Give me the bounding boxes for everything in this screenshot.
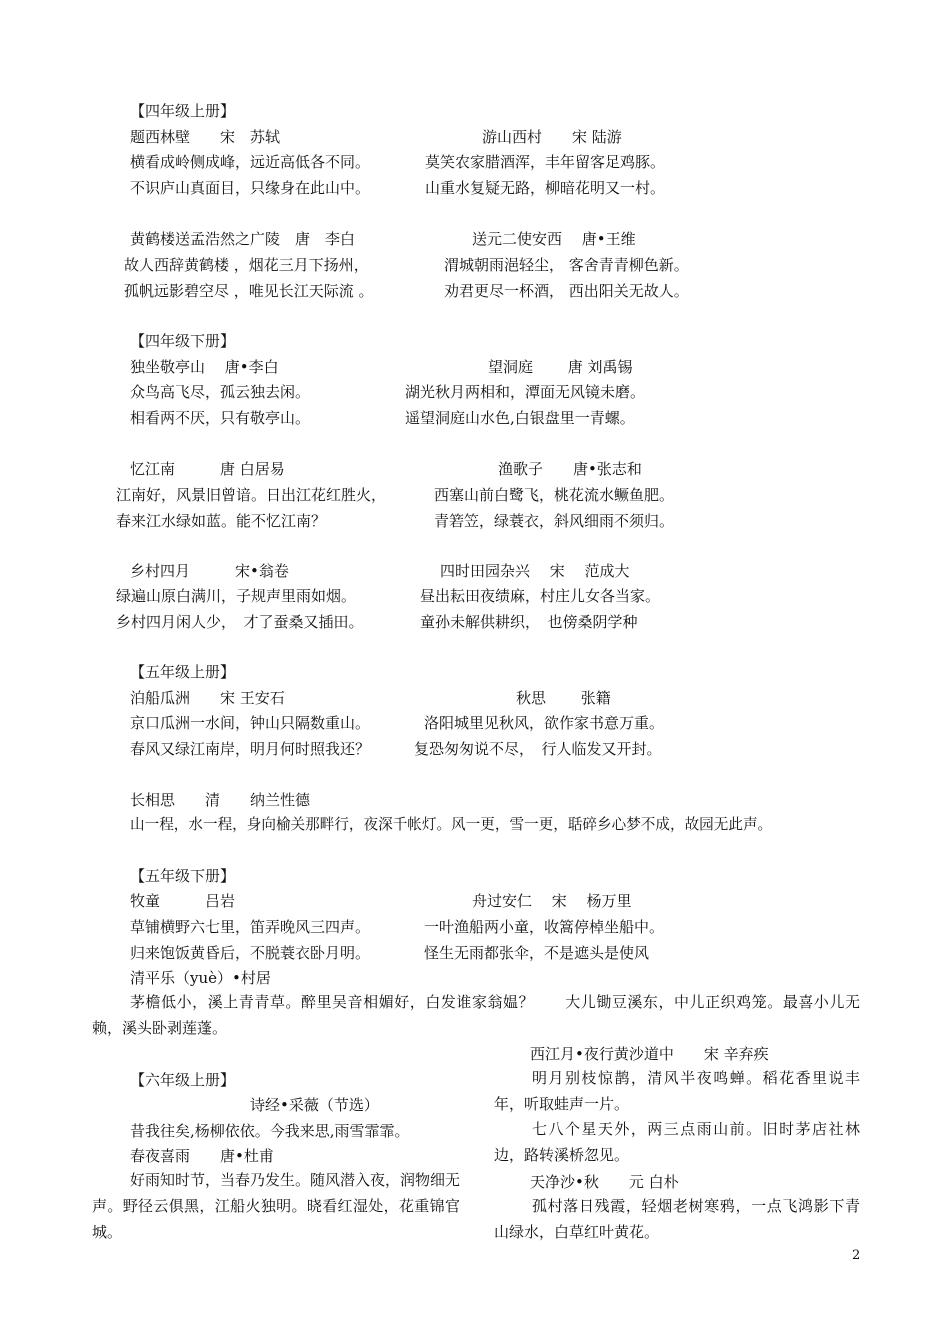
poem-line: 湖光秋月两相和，潭面无风镜未磨。 xyxy=(405,383,646,401)
poem-line: 昼出耘田夜绩麻，村庄儿女各当家。 xyxy=(420,587,661,605)
poem-line: 归来饱饭黄昏后，不脱蓑衣卧月明。 xyxy=(130,944,371,962)
poem-title: 忆江南 唐 白居易 xyxy=(130,460,285,478)
poem-title: 牧童 吕岩 xyxy=(130,892,236,910)
poem-line: 绿遍山原白满川，子规声里雨如烟。 xyxy=(116,587,357,605)
poem-title: 送元二使安西 唐•王维 xyxy=(472,230,636,248)
poem-line: 众鸟高飞尽，孤云独去闲。 xyxy=(130,383,311,401)
poem-title: 泊船瓜洲 宋 王安石 xyxy=(130,689,285,707)
poem-line: 青箬笠，绿蓑衣，斜风细雨不须归。 xyxy=(434,512,675,530)
poem-title: 天净沙•秋 元 白朴 xyxy=(530,1173,679,1191)
section-heading-grade4-vol2: 【四年级下册】 xyxy=(130,332,236,350)
poem-line: 春来江水绿如蓝。能不忆江南？ xyxy=(116,512,327,530)
poem-title: 春夜喜雨 唐•杜甫 xyxy=(130,1147,274,1165)
section-heading-grade6-vol1: 【六年级上册】 xyxy=(130,1071,236,1089)
poem-title: 乡村四月 宋•翁卷 xyxy=(130,562,289,580)
poem-title: 舟过安仁 宋 杨万里 xyxy=(472,892,632,910)
poem-body: 孤村落日残霞，轻烟老树寒鸦，一点飞鸿影下青山绿水，白草红叶黄花。 xyxy=(494,1197,860,1241)
poem-line: 洛阳城里见秋风，欲作家书意万重。 xyxy=(424,714,665,732)
poem-stanza: 七八个星天外，两三点雨山前。旧时茅店社林边，路转溪桥忽见。 xyxy=(494,1120,860,1164)
poem-title: 诗经•采薇（节选） xyxy=(250,1096,379,1114)
poem-line: 昔我往矣,杨柳依依。今我来思,雨雪霏霏。 xyxy=(130,1122,410,1140)
poem-line: 一叶渔船两小童，收篙停棹坐船中。 xyxy=(424,918,665,936)
poem-title: 渔歌子 唐•张志和 xyxy=(498,460,642,478)
poem-title: 长相思 清 纳兰性德 xyxy=(130,791,311,809)
poem-title: 独坐敬亭山 唐•李白 xyxy=(130,358,279,376)
section-heading-grade5-vol1: 【五年级上册】 xyxy=(130,663,236,681)
poem-title: 秋思 张籍 xyxy=(516,689,611,707)
poem-line: 故人西辞黄鹤楼 ，烟花三月下扬州， xyxy=(124,256,369,274)
poem-line: 西塞山前白鹭飞，桃花流水鳜鱼肥。 xyxy=(434,486,675,504)
page-number: 2 xyxy=(852,1248,861,1263)
poem-title: 黄鹤楼送孟浩然之广陵 唐 李白 xyxy=(130,230,356,248)
section-heading-grade5-vol2: 【五年级下册】 xyxy=(130,867,236,885)
poem-title: 望洞庭 唐 刘禹锡 xyxy=(488,358,633,376)
poem-line: 草铺横野六七里，笛弄晚风三四声。 xyxy=(130,918,371,936)
poem-line: 京口瓜洲一水间，钟山只隔数重山。 xyxy=(130,714,371,732)
poem-line: 春风又绿江南岸，明月何时照我还？ xyxy=(130,740,371,758)
poem-line: 相看两不厌，只有敬亭山。 xyxy=(130,409,311,427)
section-heading-grade4-vol1: 【四年级上册】 xyxy=(130,102,236,120)
poem-title: 西江月•夜行黄沙道中 宋 辛弃疾 xyxy=(530,1045,769,1063)
poem-line: 乡村四月闲人少， 才了蚕桑又插田。 xyxy=(116,613,364,631)
poem-line: 山一程，水一程，身向榆关那畔行，夜深千帐灯。风一更，雪一更，聒碎乡心梦不成，故园无此声。 xyxy=(130,816,773,833)
poem-line: 劝君更尽一杯酒， 西出阳关无故人。 xyxy=(444,282,689,300)
poem-line: 莫笑农家腊酒浑，丰年留客足鸡豚。 xyxy=(425,153,666,171)
poem-stanza: 明月别枝惊鹊，清风半夜鸣蝉。稻花香里说丰年，听取蛙声一片。 xyxy=(494,1069,860,1113)
poem-line: 渭城朝雨浥轻尘， 客舍青青柳色新。 xyxy=(444,256,689,274)
poem-line: 遥望洞庭山水色,白银盘里一青螺。 xyxy=(405,409,635,427)
poem-line: 山重水复疑无路，柳暗花明又一村。 xyxy=(425,179,666,197)
poem-line: 孤帆远影碧空尽 ，唯见长江天际流 。 xyxy=(124,282,374,300)
poem-line: 不识庐山真面目，只缘身在此山中。 xyxy=(130,179,371,197)
poem-line: 童孙未解供耕织， 也傍桑阴学种 xyxy=(420,613,638,631)
poem-title: 四时田园杂兴 宋 范成大 xyxy=(440,562,630,580)
poem-line: 江南好，风景旧曾谙。日出江花红胜火， xyxy=(116,486,387,504)
poem-line: 复恐匆匆说不尽， 行人临发又开封。 xyxy=(414,740,662,758)
poem-title: 题西林壁 宋 苏轼 xyxy=(130,128,281,146)
poem-body: 好雨知时节，当春乃发生。随风潜入夜，润物细无声。野径云俱黑，江船火独明。晓看红湿处，花重锦官城。 xyxy=(92,1171,461,1241)
poem-title: 清平乐（yuè）•村居 xyxy=(130,969,271,987)
poem-line: 怪生无雨都张伞，不是遮头是使风 xyxy=(424,944,650,962)
poem-title: 游山西村 宋 陆游 xyxy=(482,128,622,146)
poem-body: 茅檐低小，溪上青青草。醉里吴音相媚好，白发谁家翁媪？ 大儿锄豆溪东，中儿正织鸡笼。最喜小儿无赖，溪头卧剥莲蓬。 xyxy=(92,993,860,1037)
poem-line: 横看成岭侧成峰，远近高低各不同。 xyxy=(130,153,371,171)
